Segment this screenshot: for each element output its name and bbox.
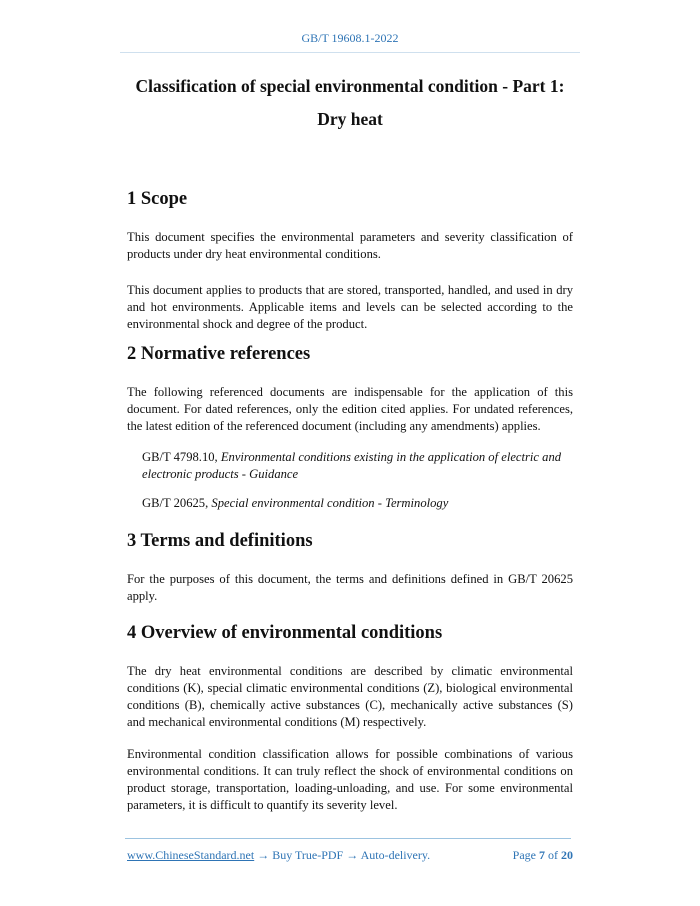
page-label: Page bbox=[512, 848, 539, 862]
paragraph: Environmental condition classification allows for possible combinations of various environmental conditions. It can truly reflect the shock of environmental conditions on product storage, transportation, loading-unloading, and use. For some environmental parameters, it is difficult to quantify its severity level. bbox=[127, 747, 573, 812]
document-title-line1: Classification of special environmental condition - Part 1: bbox=[135, 76, 565, 96]
reference-title: Special environmental condition - Terminology bbox=[211, 496, 449, 510]
footer-divider bbox=[125, 838, 571, 839]
page-total: 20 bbox=[561, 848, 573, 862]
document-title-line2: Dry heat bbox=[317, 109, 383, 129]
paragraph: This document specifies the environmental parameters and severity classification of products under dry heat environmental conditions. bbox=[127, 230, 573, 261]
reference-title: Environmental conditions existing in the application of electric and electronic products - Guidance bbox=[142, 450, 562, 481]
footer bbox=[127, 848, 573, 863]
reference-code: GB/T 4798.10, bbox=[142, 450, 221, 464]
section-heading-normative-references: 2 Normative references bbox=[127, 344, 311, 364]
paragraph: This document applies to products that are stored, transported, handled, and used in dry and hot environments. Applicable items and levels can be selected according to the environmental shock and degree of the product. bbox=[127, 283, 573, 331]
of-label: of bbox=[545, 848, 561, 862]
footer-text: → Buy True-PDF → Auto-delivery. bbox=[254, 848, 431, 862]
paragraph: The following referenced documents are indispensable for the application of this document. For dated references, only the edition cited applies. For undated references, the latest edition of the referenced document (including any amendments) applies. bbox=[127, 385, 573, 433]
section-heading-terms: 3 Terms and definitions bbox=[127, 531, 313, 551]
page-indicator bbox=[513, 848, 573, 863]
section-heading-overview: 4 Overview of environmental conditions bbox=[127, 623, 443, 643]
reference-item bbox=[142, 495, 573, 512]
section-heading-scope: 1 Scope bbox=[127, 189, 188, 209]
reference-code: GB/T 20625, bbox=[142, 496, 212, 510]
page-number: 7 bbox=[539, 848, 545, 862]
header-doc-id: GB/T 19608.1-2022 bbox=[301, 31, 399, 45]
footer-link[interactable]: www.ChineseStandard.net bbox=[127, 848, 255, 862]
reference-item bbox=[142, 449, 573, 483]
paragraph: The dry heat environmental conditions are described by climatic environmental conditions (K), special climatic environmental conditions (Z), biological environmental conditions (B), chemically active substances (C), mechanically active substances (S) and mechanical environmental conditions (M) respectively. bbox=[127, 664, 573, 729]
header-divider bbox=[120, 52, 580, 53]
paragraph: For the purposes of this document, the terms and definitions defined in GB/T 20625 apply. bbox=[127, 572, 573, 603]
